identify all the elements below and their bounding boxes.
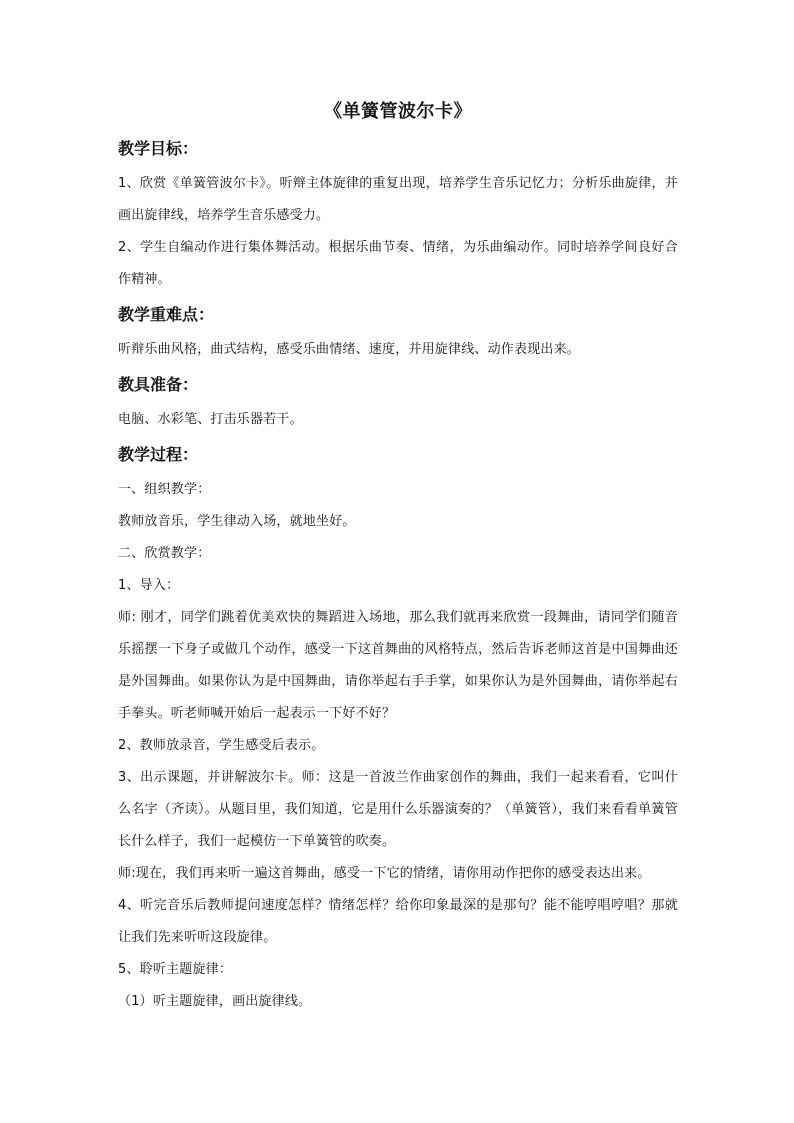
paragraph: 1、欣赏《单簧管波尔卡》。听辩主体旋律的重复出现，培养学生音乐记忆力；分析乐曲旋律，并画出旋律线，培养学生音乐感受力。: [118, 176, 678, 223]
paragraph: 2、学生自编动作进行集体舞活动。根据乐曲节奏、情绪，为乐曲编动作。同时培养学间良好合作精神。: [118, 240, 678, 287]
section-objectives: [118, 136, 678, 296]
paragraph: 2、教师放录音，学生感受后表示。: [118, 738, 325, 753]
paragraph: 4、听完音乐后教师提问速度怎样？情绪怎样？给你印象最深的是那句？能不能哼唱哼唱？那就让我们先来听听这段旋律。: [118, 898, 678, 945]
paragraph: （1）听主题旋律，画出旋律线。: [118, 994, 312, 1009]
paragraph: 二、欣赏教学：: [118, 546, 211, 561]
paragraph: 师:现在，我们再来听一遍这首舞曲，感受一下它的情绪，请你用动作把你的感受表达出来。: [118, 866, 651, 881]
section-materials: [118, 372, 678, 436]
section-heading-key-points: 教学重难点：: [118, 305, 215, 324]
paragraph: 电脑、水彩笔、打击乐器若干。: [118, 412, 303, 427]
paragraph: 师: 刚才，同学们跳着优美欢快的舞蹈进入场地，那么我们就再来欣赏一段舞曲，请同学们随音乐摇摆一下身子或做几个动作，感受一下这首舞曲的风格特点，然后告诉老师这首是中国舞曲还是外国舞曲。如果你认为是中国舞曲，请你举起右手手掌，如果你认为是外国舞曲，请你举起右手拳头。听老师喊开始后一起表示一下好不好？: [118, 610, 678, 721]
paragraph: 听辩乐曲风格，曲式结构，感受乐曲情绪、速度，并用旋律线、动作表现出来。: [118, 342, 581, 357]
section-key-points: [118, 302, 678, 366]
paragraph: 1、导入：: [118, 578, 180, 593]
document-page: [118, 98, 678, 1018]
section-heading-process: 教学过程：: [118, 445, 199, 464]
paragraph: 教师放音乐，学生律动入场，就地坐好。: [118, 514, 356, 529]
paragraph: 3、出示课题，并讲解波尔卡。师：这是一首波兰作曲家创作的舞曲，我们一起来看看，它叫什么名字（齐读）。从题目里，我们知道，它是用什么乐器演奏的？（单簧管），我们来看看单簧管长什么样子，我们一起模仿一下单簧管的吹奏。: [118, 770, 678, 849]
paragraph: 5、聆听主题旋律：: [118, 962, 233, 977]
paragraph: 一、组织教学：: [118, 482, 211, 497]
document-title: 《单簧管波尔卡》: [324, 101, 472, 122]
section-heading-objectives: 教学目标：: [118, 139, 199, 158]
section-heading-materials: 教具准备：: [118, 375, 199, 394]
section-process: [118, 442, 678, 1018]
